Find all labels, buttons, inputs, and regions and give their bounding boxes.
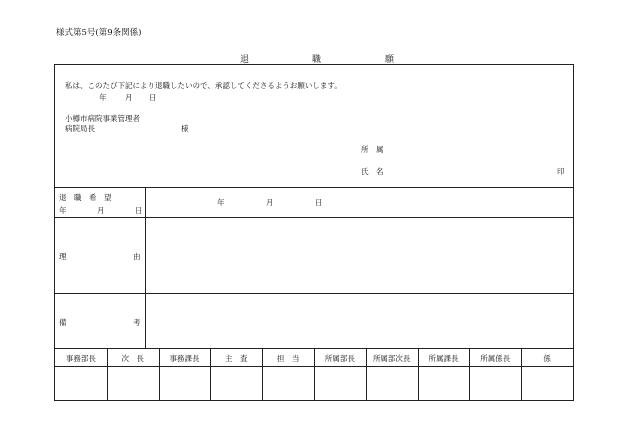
seal-mark: 印 <box>557 167 565 176</box>
approval-column-label: 次 長 <box>121 354 144 363</box>
remarks-label-right: 考 <box>133 318 141 327</box>
approval-stamp-cell <box>418 366 470 400</box>
rule-after-retire <box>55 217 573 218</box>
approval-column-divider <box>159 348 160 400</box>
form-body <box>54 64 574 401</box>
statement-text: 私は、このたび下記により退職したいので、承認してくださるようお願いします。 <box>65 81 342 90</box>
rule-after-statement <box>55 187 573 188</box>
affiliation-label: 所 属 <box>361 145 384 154</box>
date-day-label: 日 <box>149 93 157 102</box>
rule-after-reason <box>55 293 573 294</box>
honorific: 様 <box>181 124 189 133</box>
remarks-label-left: 備 <box>59 318 67 327</box>
approval-column-label: 担 当 <box>276 354 300 363</box>
reason-label-left: 理 <box>59 252 67 261</box>
retire-date-month: 月 <box>266 198 274 207</box>
approval-stamp-cell <box>262 366 314 400</box>
approval-column-label: 事務課長 <box>169 354 200 363</box>
retire-date-day: 日 <box>315 198 323 207</box>
approval-column-divider <box>366 348 367 400</box>
approval-stamp-cell <box>521 366 573 400</box>
approval-column-divider <box>418 348 419 400</box>
approval-column-label: 主 査 <box>225 354 248 363</box>
approval-stamp-cell <box>159 366 211 400</box>
approval-column-label: 所属課長 <box>428 354 459 363</box>
approval-stamp-cell <box>210 366 262 400</box>
approval-stamp-cell <box>55 366 107 400</box>
approval-column-divider <box>107 348 108 400</box>
approval-column-divider <box>469 348 470 400</box>
addressee-line-1: 小樽市病院事業管理者 <box>65 114 140 123</box>
approval-column-divider <box>314 348 315 400</box>
addressee-line-2: 病院局長 <box>65 124 95 133</box>
title-char-1: 退 <box>240 55 250 65</box>
retire-date-year: 年 <box>217 198 225 207</box>
approval-column-label: 所属部長 <box>324 354 355 363</box>
name-label: 氏 名 <box>361 167 384 176</box>
approval-stamp-cell <box>469 366 521 400</box>
approval-column-label: 係 <box>543 354 551 363</box>
approval-column-label: 事務部長 <box>65 354 96 363</box>
approval-column-divider <box>210 348 211 400</box>
date-month-label: 月 <box>125 93 133 102</box>
approval-column-label: 所属係長 <box>480 354 511 363</box>
retire-label: 退 職 希 望 <box>59 193 112 202</box>
approval-stamp-cell <box>107 366 159 400</box>
approval-column-divider <box>521 348 522 400</box>
retire-day-label: 日 <box>135 206 143 215</box>
title-char-2: 職 <box>312 55 322 65</box>
form-code: 様式第5号(第9条関係) <box>56 28 142 38</box>
reason-label-right: 由 <box>133 252 141 261</box>
approval-column-divider <box>262 348 263 400</box>
title-char-3: 願 <box>385 55 395 65</box>
approval-column-label: 所属部次長 <box>372 354 411 363</box>
approval-stamp-cell <box>314 366 366 400</box>
date-year-label: 年 <box>99 93 107 102</box>
retire-month-label: 月 <box>97 206 105 215</box>
label-column-divider <box>145 187 146 348</box>
approval-stamp-cell <box>366 366 418 400</box>
retire-year-label: 年 <box>59 206 67 215</box>
